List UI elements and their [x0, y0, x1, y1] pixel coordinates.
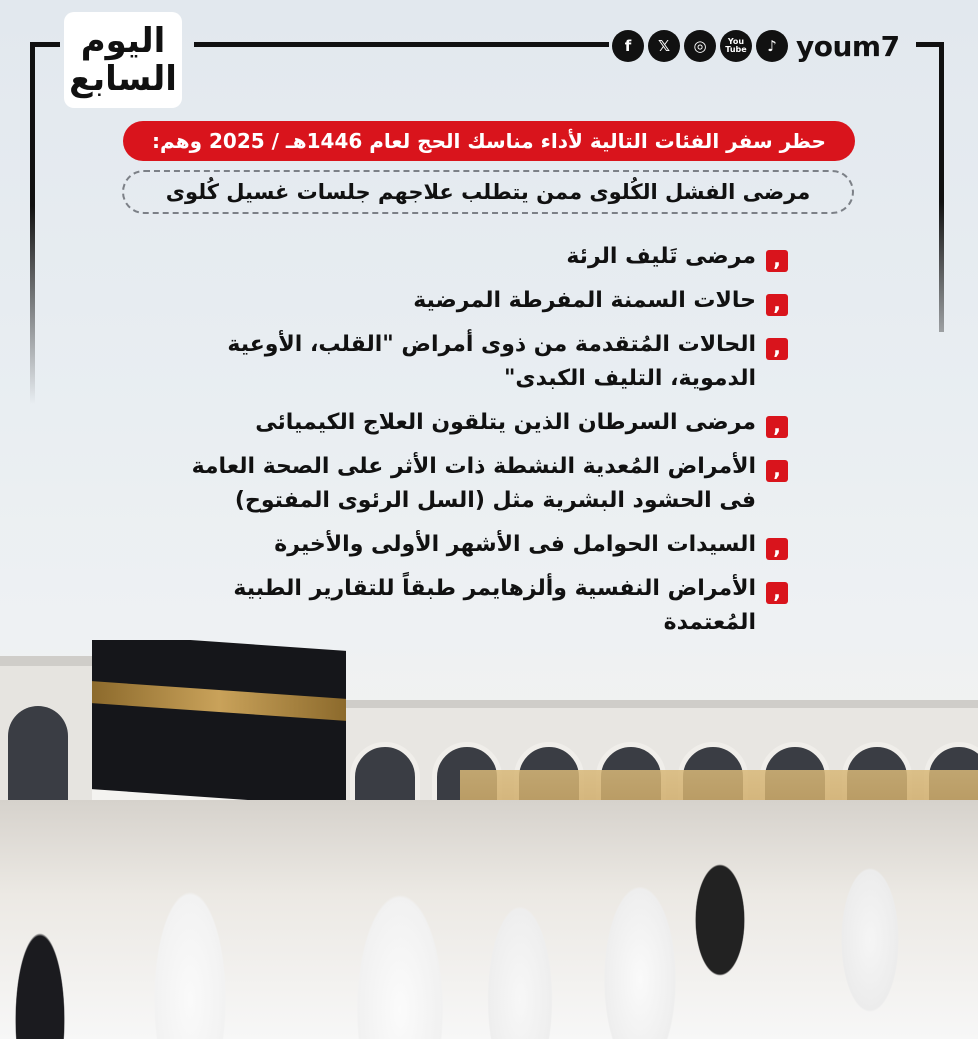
- highlight-pill: مرضى الفشل الكُلوى ممن يتطلب علاجهم جلسات غسيل كُلوى: [122, 170, 854, 214]
- social-bar: [612, 28, 900, 64]
- instagram-icon[interactable]: ◎: [684, 30, 716, 62]
- facebook-icon[interactable]: f: [612, 30, 644, 62]
- list-item: [148, 528, 788, 562]
- list-item-text: الحالات المُتقدمة من ذوى أمراض "القلب، الأوعية الدموية، التليف الكبدى": [227, 332, 756, 391]
- comma-bullet-icon: ,: [766, 416, 788, 438]
- x-icon[interactable]: 𝕏: [648, 30, 680, 62]
- list-item-text: مرضى تَليف الرئة: [566, 244, 756, 269]
- list-item: [148, 572, 788, 640]
- comma-bullet-icon: ,: [766, 460, 788, 482]
- tiktok-icon[interactable]: ♪: [756, 30, 788, 62]
- list-item: [148, 450, 788, 518]
- arch: [8, 706, 68, 806]
- comma-bullet-icon: ,: [766, 294, 788, 316]
- frame-line: [194, 42, 609, 47]
- comma-bullet-icon: ,: [766, 250, 788, 272]
- frame-line: [939, 42, 944, 332]
- logo-text-2: السابع: [69, 59, 177, 99]
- list-item: [148, 328, 788, 396]
- list-item: [148, 240, 788, 274]
- list-item-text: السيدات الحوامل فى الأشهر الأولى والأخيرة: [274, 532, 756, 557]
- list-item-text: مرضى السرطان الذين يتلقون العلاج الكيميائى: [255, 410, 756, 435]
- list-item: [148, 406, 788, 440]
- comma-bullet-icon: ,: [766, 582, 788, 604]
- logo-line-1: [81, 22, 166, 60]
- list-item-text: حالات السمنة المفرطة المرضية: [413, 288, 756, 313]
- comma-bullet-icon: ,: [766, 538, 788, 560]
- comma-bullet-icon: ,: [766, 338, 788, 360]
- pilgrims-crowd: [0, 800, 978, 1039]
- logo-line-2: [69, 60, 177, 98]
- youm7-logo: [64, 12, 182, 108]
- title-banner: حظر سفر الفئات التالية لأداء مناسك الحج لعام 1446هـ / 2025 وهم:: [123, 121, 855, 161]
- list-item-text: الأمراض النفسية وألزهايمر طبقاً للتقارير الطبية المُعتمدة: [233, 576, 756, 635]
- restricted-categories-list: [148, 240, 788, 694]
- kaaba-pilgrims-photo: [0, 640, 978, 1039]
- kaaba-gold-band: [92, 681, 346, 721]
- brand-handle: youm7: [796, 29, 900, 63]
- list-item-text: الأمراض المُعدية النشطة ذات الأثر على الصحة العامة فى الحشود البشرية مثل (السل الرئوى المفتوح): [191, 454, 756, 513]
- list-item: [148, 284, 788, 318]
- youtube-icon[interactable]: You Tube: [720, 30, 752, 62]
- frame-line: [30, 44, 35, 404]
- logo-text-1: اليوم: [80, 21, 166, 61]
